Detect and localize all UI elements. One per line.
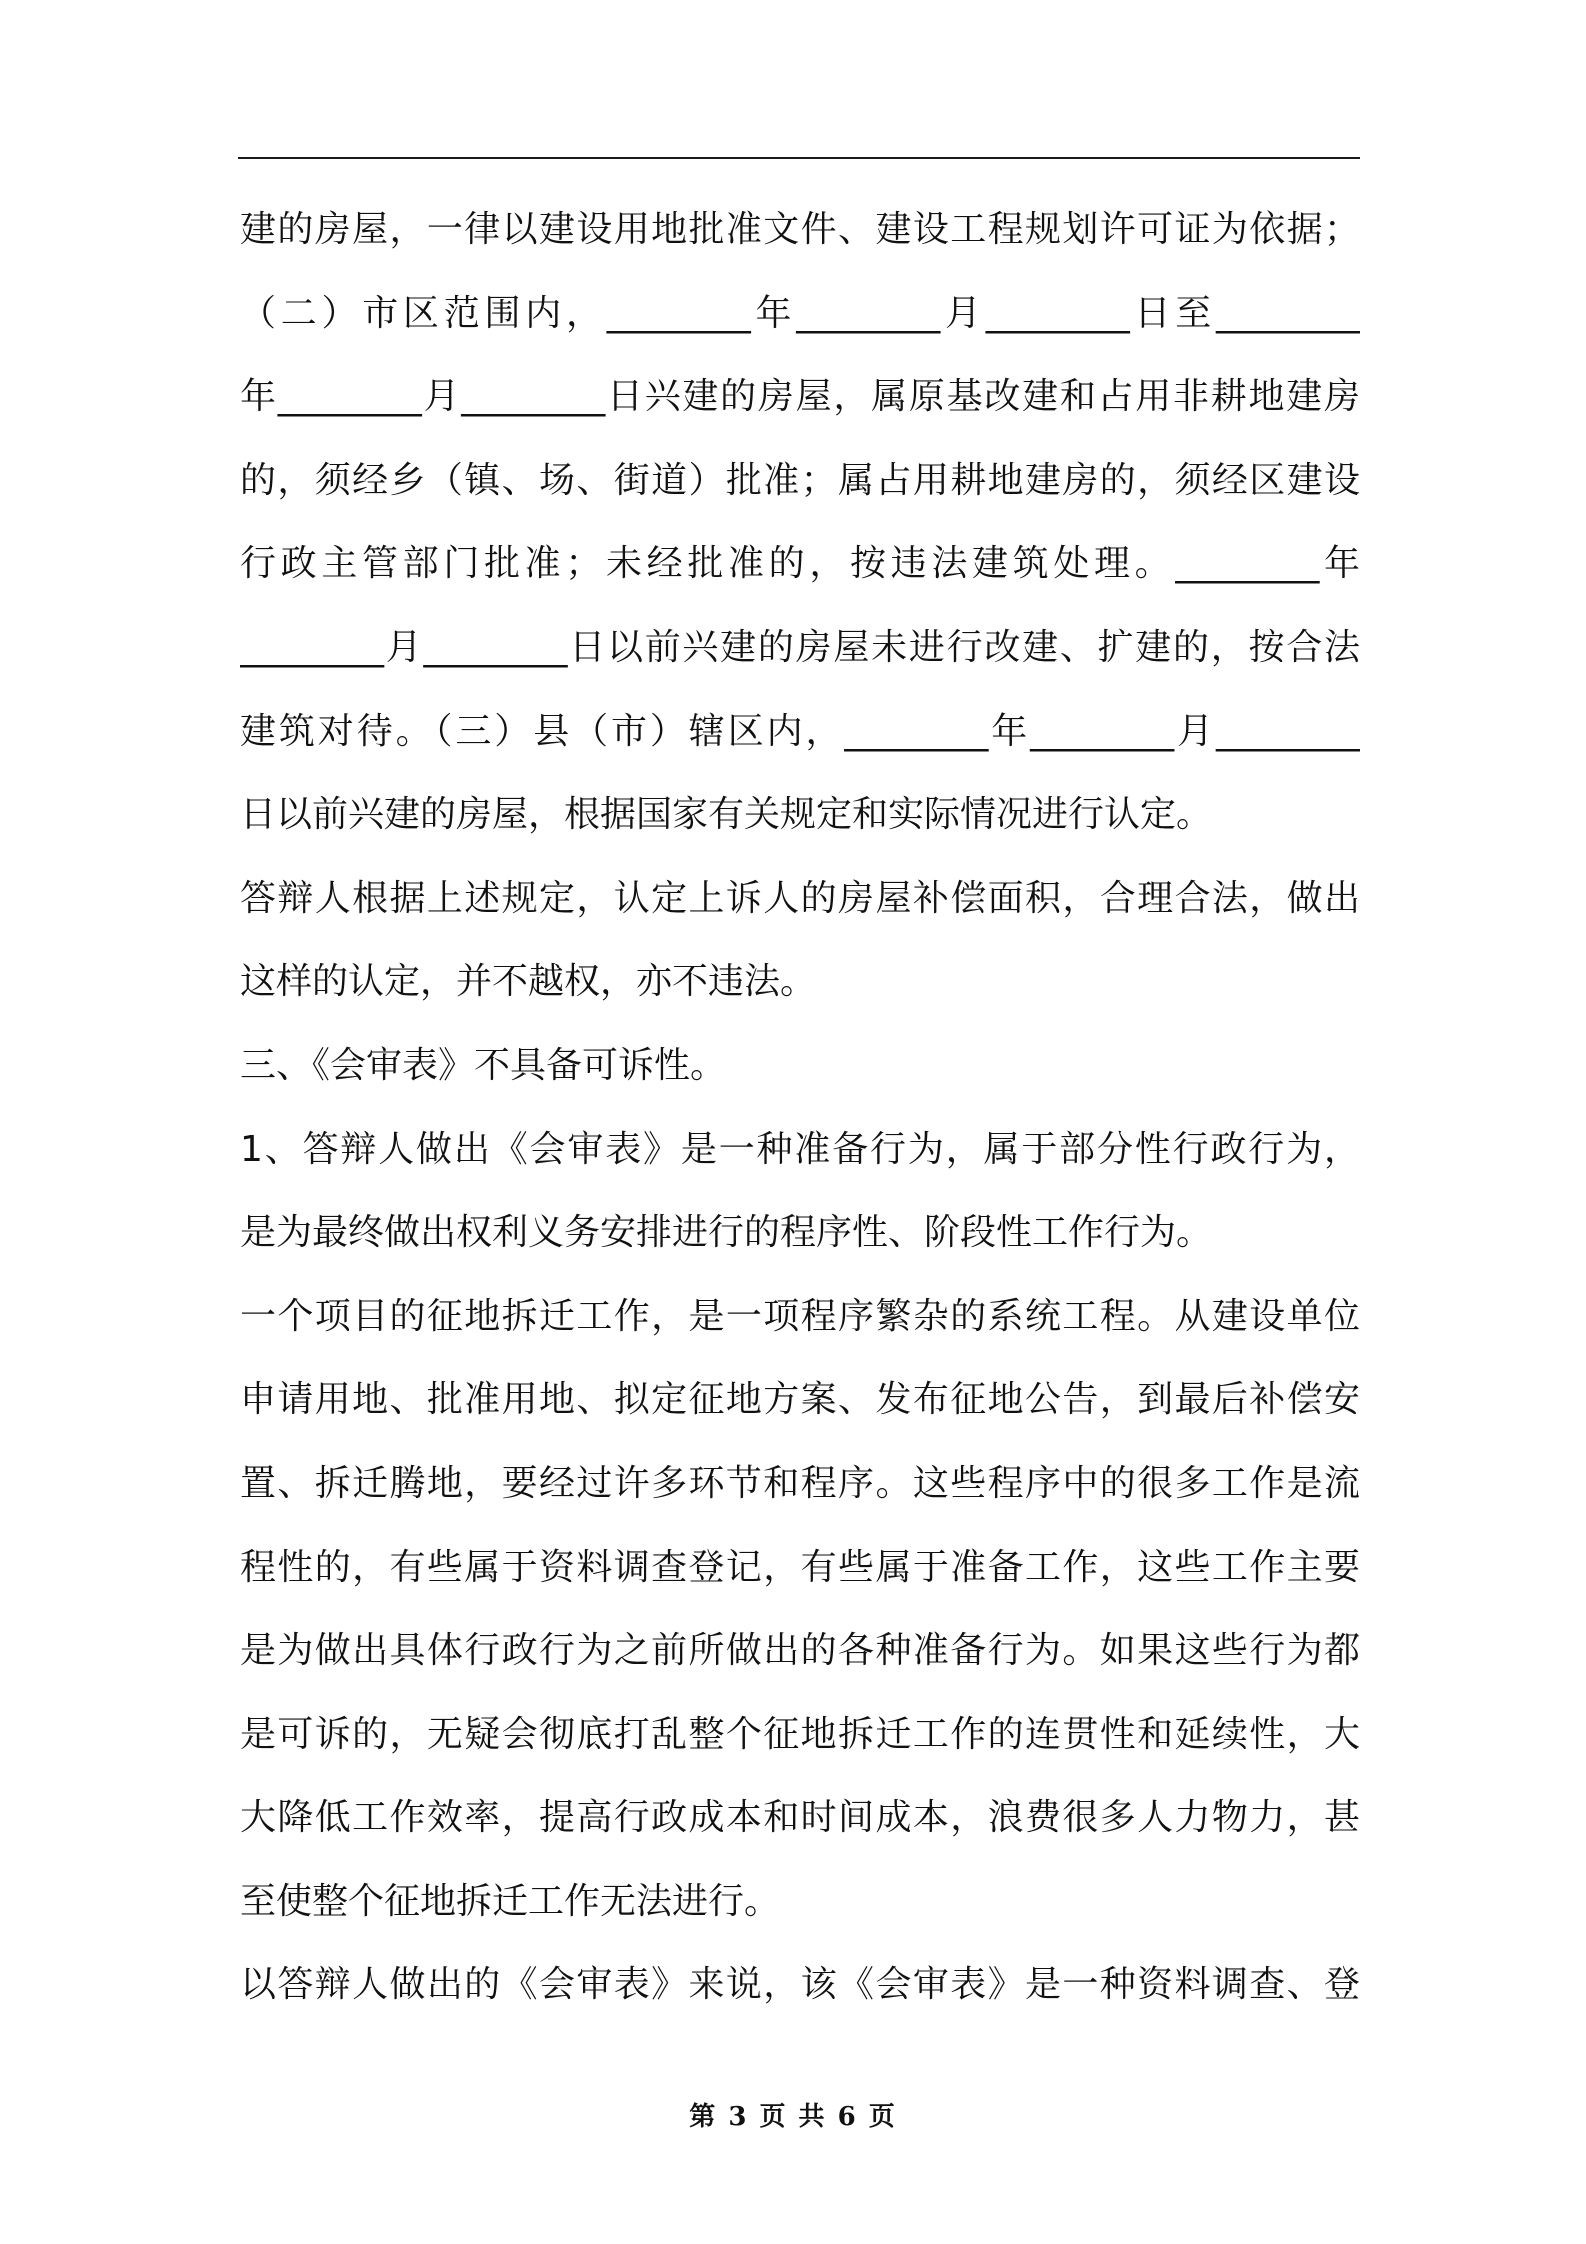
section-heading: 三、《会审表》不具备可诉性。	[240, 1044, 727, 1086]
text-line: 是可诉的，无疑会彻底打乱整个征地拆迁工作的连贯性和延续性，大	[240, 1713, 1360, 1755]
text-line: 年________月________日兴建的房屋，属原基改建和占用非耕地建房	[240, 376, 1360, 418]
text-line: 建的房屋，一律以建设用地批准文件、建设工程规划许可证为依据；	[240, 209, 1360, 250]
text-line: 这样的认定，并不越权，亦不违法。	[240, 961, 817, 1003]
text-line: 的，须经乡（镇、场、街道）批准；属占用耕地建房的，须经区建设	[240, 459, 1360, 501]
text-line: 一个项目的征地拆迁工作，是一项程序繁杂的系统工程。从建设单位	[240, 1295, 1360, 1337]
text-line: 至使整个征地拆迁工作无法进行。	[240, 1880, 781, 1922]
document-body	[240, 188, 1360, 2027]
text-line: 是为最终做出权利义务安排进行的程序性、阶段性工作行为。	[240, 1212, 1213, 1254]
text-line: 以答辩人做出的《会审表》来说，该《会审表》是一种资料调查、登	[240, 1964, 1360, 2006]
text-line: 1、答辩人做出《会审表》是一种准备行为，属于部分性行政行为，	[240, 1128, 1360, 1170]
text-line: 程性的，有些属于资料调查登记，有些属于准备工作，这些工作主要	[240, 1546, 1360, 1588]
page-number: 第 3 页 共 6 页	[689, 2102, 897, 2132]
text-line: 申请用地、批准用地、拟定征地方案、发布征地公告，到最后补偿安	[240, 1379, 1360, 1421]
text-line: ________月________日以前兴建的房屋未进行改建、扩建的，按合法	[240, 626, 1360, 668]
text-line: 置、拆迁腾地，要经过许多环节和程序。这些程序中的很多工作是流	[240, 1462, 1360, 1504]
header-rule	[238, 157, 1360, 159]
text-line: 建筑对待。（三）县（市）辖区内，________年________月________	[240, 710, 1360, 752]
text-line: 答辩人根据上述规定，认定上诉人的房屋补偿面积，合理合法，做出	[240, 877, 1360, 919]
text-line: 大降低工作效率，提高行政成本和时间成本，浪费很多人力物力，甚	[240, 1797, 1360, 1839]
text-line: 是为做出具体行政行为之前所做出的各种准备行为。如果这些行为都	[240, 1630, 1360, 1672]
text-line: 行政主管部门批准；未经批准的，按违法建筑处理。________年	[240, 543, 1360, 585]
text-line: 日以前兴建的房屋，根据国家有关规定和实际情况进行认定。	[240, 794, 1213, 836]
text-line: （二）市区范围内，________年________月________日至________	[240, 292, 1360, 334]
